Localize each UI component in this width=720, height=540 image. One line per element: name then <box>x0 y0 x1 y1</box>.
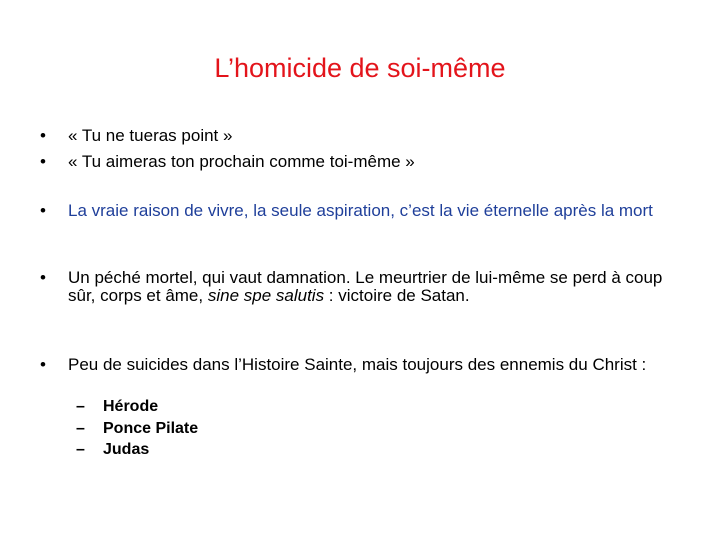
slide-title: L’homicide de soi-même <box>214 53 506 83</box>
sub-dash: – <box>76 398 85 415</box>
bullet-text: « Tu ne tueras point » <box>68 126 233 145</box>
bullet-4 <box>40 269 690 305</box>
sub-item-judas <box>76 440 149 460</box>
bullet-dot: • <box>40 152 46 171</box>
sub-item-herode <box>76 397 158 417</box>
sub-item-ponce-pilate <box>76 419 198 439</box>
bullet-text: « Tu aimeras ton prochain comme toi-même » <box>68 152 415 171</box>
bullet-3 <box>40 202 690 220</box>
bullet-text-after: : victoire de Satan. <box>324 286 470 305</box>
bullet-dot: • <box>40 201 46 220</box>
bullet-text: Peu de suicides dans l’Histoire Sainte, mais toujours des ennemis du Christ : <box>68 355 647 374</box>
bullet-dot: • <box>40 126 46 145</box>
sub-item-label: Judas <box>103 441 150 458</box>
sub-dash: – <box>76 420 85 437</box>
bullet-text-italic: sine spe salutis <box>207 286 325 305</box>
bullet-dot: • <box>40 268 46 287</box>
bullet-text-before: Un péché mortel, qui vaut damnation. Le meurtrier de lui-même se perd à coup sûr, corps et âme, <box>68 268 663 305</box>
sub-dash: – <box>76 441 85 458</box>
sub-item-label: Ponce Pilate <box>103 420 199 437</box>
bullet-5 <box>40 356 690 374</box>
sub-item-label: Hérode <box>103 398 159 415</box>
bullet-dot: • <box>40 355 46 374</box>
bullet-2 <box>40 153 690 171</box>
bullet-1 <box>40 127 690 145</box>
bullet-text: La vraie raison de vivre, la seule aspiration, c’est la vie éternelle après la mort <box>68 201 653 220</box>
bullet-text <box>68 269 690 305</box>
